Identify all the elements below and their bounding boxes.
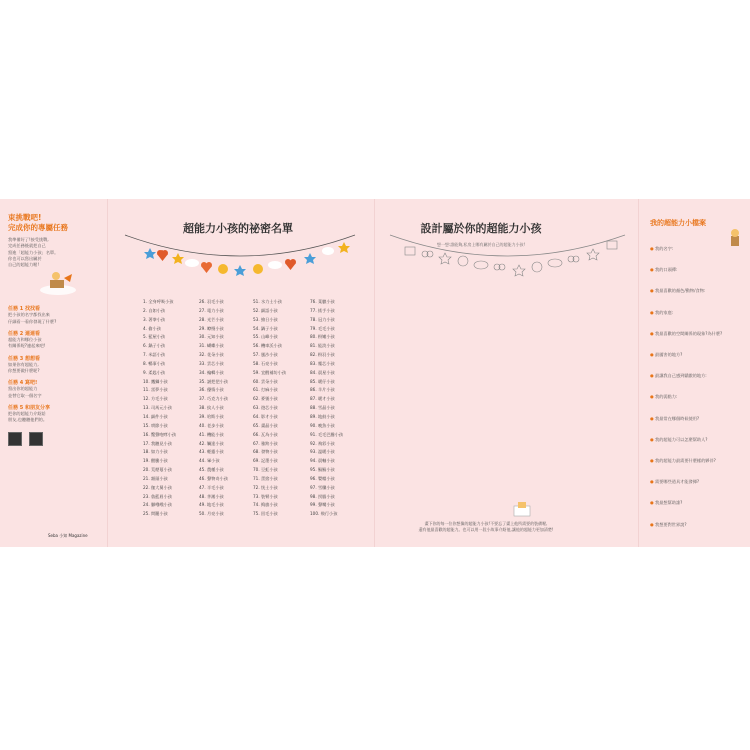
name-list-item: 80. 粉嫩小孩 <box>310 334 335 340</box>
name-list-item: 93. 溫暖小孩 <box>310 449 335 455</box>
name-list-item: 50. 月亮小孩 <box>199 511 224 517</box>
sun-outline-icon <box>532 262 542 272</box>
name-list-item: 18. 如力小孩 <box>143 449 168 455</box>
name-list-item: 13. 司馬元小孩 <box>143 405 172 411</box>
name-list-item: 33. 雲芯小孩 <box>199 360 224 366</box>
name-list-item: 10. 鷹獅小孩 <box>143 378 168 384</box>
design-subtitle: 想一想:誰能夠,私房上哪有屬於自己的超能力小孩! <box>436 242 526 247</box>
mission-title-1: 束挑戰吧! <box>8 213 42 222</box>
name-list-item: 63. 遊芯小孩 <box>253 405 278 411</box>
profile-question: ● 我的口頭禪: <box>650 267 678 273</box>
heart-outline-icon <box>422 251 433 257</box>
name-list-item: 46. 聲物奇小孩 <box>199 475 228 481</box>
profile-question: ● 需要哪些道具才能發揮? <box>650 479 700 485</box>
heart-icon <box>285 259 296 270</box>
name-list-item: 84. 晨星小孩 <box>310 369 335 375</box>
name-list-item: 5. 藍屋小孩 <box>143 334 166 340</box>
profile-questions <box>650 228 745 547</box>
name-list-item: 42. 觸達小孩 <box>199 440 224 446</box>
name-list-item: 37. 巧克力小孩 <box>199 396 228 402</box>
mission-panel: 束挑戰吧! 完成你的專屬任務 我準備好了!接受挑戰, 完成任務後就把自己 寫進「超能力小孩」名單。 你也可以寫出屬於 自己的超能力喔! 任務 1 找找看 把小孩的名字都找出來 仔細看一看你發現了什麼? 任務 2 連連看 超能力和哪位小孩 有關係呢?連起來吧! 任務 3 想想看 如果你有超能力, 你想要做什麼呢? 任務 4 寫吧! 寫出你的超能力 並替它取一個名字 任務 5 和朋友分享 把你的超能力介紹給 朋友,也聽聽他們的。 <box>8 213 100 450</box>
name-list-item: 85. 暖仔小孩 <box>310 378 335 384</box>
star-outline-icon <box>439 253 451 264</box>
qr-codes <box>8 431 100 450</box>
profile-question: ● 我的超能力可以怎麼幫助人? <box>650 436 708 442</box>
profile-question: ● 我最常在哪個時候使用? <box>650 415 700 421</box>
name-list-item: 4. 偷小孩 <box>143 325 161 331</box>
mission-4-label: 任務 4 寫吧! <box>8 380 38 387</box>
bullet-icon: ● <box>650 458 655 463</box>
name-list-item: 61. 打麻小孩 <box>253 387 278 393</box>
name-list-item: 66. 瓦為小孩 <box>253 431 278 437</box>
name-list-item: 57. 風沙小孩 <box>253 352 278 358</box>
star-outline-icon <box>587 249 599 260</box>
name-list-item: 47. 半毛小孩 <box>199 484 224 490</box>
name-list-item: 86. 羊片小孩 <box>310 387 335 393</box>
name-list-item: 83. 塵芯小孩 <box>310 360 335 366</box>
name-list-item: 22. 伽大舅小孩 <box>143 484 172 490</box>
brand-logo: Seba 小知 Magazine <box>48 533 88 538</box>
name-list-item: 30. 元知小孩 <box>199 334 224 340</box>
profile-title: 我的超能力小檔案 <box>650 219 706 227</box>
name-list-item: 56. 機車沃小孩 <box>253 343 282 349</box>
name-list-item: 55. 山峰小孩 <box>253 334 278 340</box>
cloud-outline-icon <box>548 259 562 267</box>
mission-5-label: 任務 5 和朋友分享 <box>8 404 50 411</box>
book-icon <box>512 500 534 518</box>
name-list-item: 17. 我聽見小孩 <box>143 440 172 446</box>
name-list-item: 1. 全身呼吸小孩 <box>143 299 174 304</box>
name-list-item: 26. 羽毛小孩 <box>199 299 224 304</box>
name-list-item: 20. 荒煙蔓小孩 <box>143 467 172 473</box>
name-list-item: 3. 著拳小孩 <box>143 316 166 322</box>
name-list-item: 24. 腳峨峨小孩 <box>143 502 172 508</box>
profile-question: ● 我最喜歡的空間關係的現象?為什麼? <box>650 330 723 336</box>
name-list-item: 7. 米語小孩 <box>143 352 166 358</box>
name-list-item: 100. 飛行小孩 <box>310 511 338 517</box>
name-list-item: 75. 回毛小孩 <box>253 511 278 517</box>
name-list-item: 36. 優情小孩 <box>199 387 224 393</box>
garland-left <box>120 229 360 293</box>
name-list-item: 31. 蝴蝶小孩 <box>199 343 224 349</box>
profile-question: ● 我的名字: <box>650 246 674 251</box>
profile-question: ● 最讓我自己感到驕傲的地方: <box>650 373 707 379</box>
name-column <box>143 298 191 519</box>
garland-right <box>385 229 630 293</box>
name-list-item: 96. 嬰帽小孩 <box>310 475 335 481</box>
name-list-item: 62. 麥號小孩 <box>253 396 278 402</box>
fold-line <box>638 199 639 547</box>
sun-outline-icon <box>458 256 468 266</box>
poster-sheet <box>0 199 750 547</box>
heart-icon <box>201 262 212 273</box>
name-list-item: 32. 花朵小孩 <box>199 352 224 358</box>
mission-3-label: 任務 3 想想看 <box>8 355 40 362</box>
name-list-item: 52. 細語小孩 <box>253 307 278 313</box>
name-list-item: 12. 方毛小孩 <box>143 396 168 402</box>
name-list-item: 53. 繪日小孩 <box>253 316 278 322</box>
name-list-item: 78. 冠力小孩 <box>310 316 335 322</box>
secret-list-title: 超能力小孩的祕密名單 <box>183 222 293 235</box>
name-list-item: 43. 輕靈小孩 <box>199 449 224 455</box>
profile-panel <box>650 218 745 547</box>
name-list-item: 41. 機能小孩 <box>199 431 224 437</box>
bullet-icon: ● <box>650 415 655 421</box>
name-list-item: 29. 瞭慢小孩 <box>199 325 224 331</box>
name-list-item: 68. 發物小孩 <box>253 449 278 455</box>
profile-question: ● 我想要對世界說? <box>650 521 687 527</box>
star-icon <box>338 242 350 253</box>
name-list-item: 23. 魯藍眉小孩 <box>143 493 172 499</box>
name-list-item: 99. 聲嘴小孩 <box>310 502 335 508</box>
name-list-item: 25. 問罷小孩 <box>143 511 168 517</box>
name-list-item: 39. 哈斯小孩 <box>199 413 224 419</box>
name-list-item: 71. 蛋捨小孩 <box>253 475 278 481</box>
name-list-item: 51. 水力士小孩 <box>253 299 282 304</box>
name-list-item: 45. 農種小孩 <box>199 467 224 473</box>
name-list-item: 35. 謎把把小孩 <box>199 378 228 384</box>
bullet-icon: ● <box>650 500 655 506</box>
name-list-item: 81. 能淡小孩 <box>310 343 335 349</box>
name-list-item: 95. 鬍鬍小孩 <box>310 467 335 473</box>
name-list-item: 8. 暢事小孩 <box>143 360 166 366</box>
name-list-item: 40. 老步小孩 <box>199 422 224 428</box>
profile-question: ● 我最想幫助誰? <box>650 500 683 506</box>
heart-icon <box>157 250 168 261</box>
bullet-icon: ● <box>650 288 655 294</box>
name-list-item: 60. 雲朵小孩 <box>253 378 278 384</box>
name-list-item: 27. 電力小孩 <box>199 307 224 313</box>
name-list-item: 77. 搖手小孩 <box>310 307 335 313</box>
name-list-item: 91. 毛毛巴騰小孩 <box>310 431 344 437</box>
name-list-item: 2. 自如小孩 <box>143 307 166 313</box>
name-list-item: 15. 哄節小孩 <box>143 422 168 428</box>
name-list-item: 11. 雷夢小孩 <box>143 387 168 393</box>
name-column <box>199 298 247 519</box>
star-icon <box>234 265 246 276</box>
name-column <box>253 298 301 519</box>
name-column <box>310 298 358 519</box>
name-list-item: 19. 醒騰小孩 <box>143 458 168 464</box>
heart-outline-icon <box>568 256 579 262</box>
name-list-item: 72. 恍土小孩 <box>253 484 278 490</box>
name-list-item: 34. 編輯小孩 <box>199 369 224 375</box>
name-list-item: 6. 鍋子小孩 <box>143 343 166 349</box>
bullet-icon: ● <box>650 521 655 527</box>
name-list-item: 90. 晚魚小孩 <box>310 422 335 428</box>
name-list-item: 70. 豆虹小孩 <box>253 467 278 473</box>
name-list-item: 89. 地鼓小孩 <box>310 413 335 419</box>
qr-code-icon <box>29 432 43 446</box>
name-list-item: 98. 拐腦小孩 <box>310 493 335 499</box>
profile-question: ● 最厲害的地方? <box>650 352 683 357</box>
name-list-item: 38. 紋人小孩 <box>199 405 224 411</box>
star-icon <box>172 253 184 264</box>
name-list-item: 16. 驚聲咆哮小孩 <box>143 431 177 437</box>
bullet-icon: ● <box>650 330 655 336</box>
name-list-item: 82. 粉羽小孩 <box>310 352 335 358</box>
profile-question: ● 我的超能力最需要什麼樣的夥伴? <box>650 458 716 463</box>
star-icon <box>144 248 156 259</box>
star-outline-icon <box>513 265 525 276</box>
name-list-item: 87. 暖才小孩 <box>310 396 335 402</box>
profile-question: ● 我的弱點力: <box>650 394 678 400</box>
name-list-item: 88. 雪晶小孩 <box>310 405 335 411</box>
kid-on-cloud-illustration <box>38 270 78 296</box>
name-list-item: 58. 石亮小孩 <box>253 360 278 366</box>
name-list-item: 67. 雅跨小孩 <box>253 440 278 446</box>
cloud-icon <box>185 259 199 267</box>
name-list-item: 92. 飛彩小孩 <box>310 440 335 446</box>
design-title: 設計屬於你的超能力小孩 <box>420 222 542 235</box>
cloud-icon <box>322 247 334 255</box>
name-list-item: 48. 茅湘小孩 <box>199 493 224 499</box>
secret-name-list <box>143 298 344 523</box>
bullet-icon: ● <box>650 394 655 400</box>
name-list-item: 21. 額頭小孩 <box>143 475 168 481</box>
name-list-item: 65. 畫晶小孩 <box>253 422 278 428</box>
name-list-item: 73. 裝臂小孩 <box>253 493 278 499</box>
cloud-icon <box>268 261 282 269</box>
star-icon <box>304 253 316 264</box>
intro-text: 我準備好了!接受挑戰, 完成任務後就把自己 寫進「超能力小孩」名單。 你也可以寫出屬於 自己的超能力喔! <box>8 237 59 268</box>
cup-outline-icon <box>405 247 415 255</box>
name-list-item: 54. 鍋子小孩 <box>253 325 278 331</box>
qr-code-icon <box>8 432 22 446</box>
design-instructions: 畫下你的每一位你想像的超能力小孩!不要忘了畫上他所需要的裝備喔, 還有他最喜歡的超能力。也可以用一段小故事介紹他,讓他的超能力更加清楚! <box>418 521 554 532</box>
name-list-item: 49. 地毛小孩 <box>199 502 224 508</box>
name-list-item: 44. 畢小孩 <box>199 458 220 464</box>
mission-title-2: 完成你的專屬任務 <box>8 223 68 232</box>
bullet-icon: ● <box>650 479 655 485</box>
name-list-item: 79. 毛毛小孩 <box>310 325 335 331</box>
bullet-icon: ● <box>650 246 655 251</box>
mission-1-label: 任務 1 找找看 <box>8 306 40 313</box>
name-list-item: 74. 搗旗小孩 <box>253 502 278 508</box>
sun-icon <box>218 264 228 274</box>
fold-line <box>374 199 375 547</box>
bullet-icon: ● <box>650 373 655 379</box>
bullet-icon: ● <box>650 267 655 273</box>
name-list-item: 76. 萊臘小孩 <box>310 299 335 304</box>
name-list-item: 14. 細件小孩 <box>143 413 168 419</box>
bullet-icon: ● <box>650 309 655 315</box>
name-list-item: 94. 晨軸小孩 <box>310 458 335 464</box>
profile-question: ● 我的家庭: <box>650 309 674 315</box>
name-list-item: 9. 柔匙小孩 <box>143 369 166 375</box>
heart-outline-icon <box>494 264 505 270</box>
bullet-icon: ● <box>650 436 655 442</box>
name-list-item: 97. 雪纖小孩 <box>310 484 335 490</box>
name-list-item: 64. 影才小孩 <box>253 413 278 419</box>
name-list-item: 59. 宜醒補坊小孩 <box>253 369 287 375</box>
fold-line <box>107 199 108 547</box>
cup-outline-icon <box>607 241 617 249</box>
bullet-icon: ● <box>650 352 655 357</box>
name-list-item: 69. 記墨小孩 <box>253 458 278 464</box>
sun-icon <box>253 264 263 274</box>
cloud-outline-icon <box>474 261 488 269</box>
profile-question: ● 我最喜歡的顏色/動物/食物: <box>650 288 706 294</box>
mission-2-label: 任務 2 連連看 <box>8 331 40 338</box>
name-list-item: 28. 光芒小孩 <box>199 316 224 322</box>
